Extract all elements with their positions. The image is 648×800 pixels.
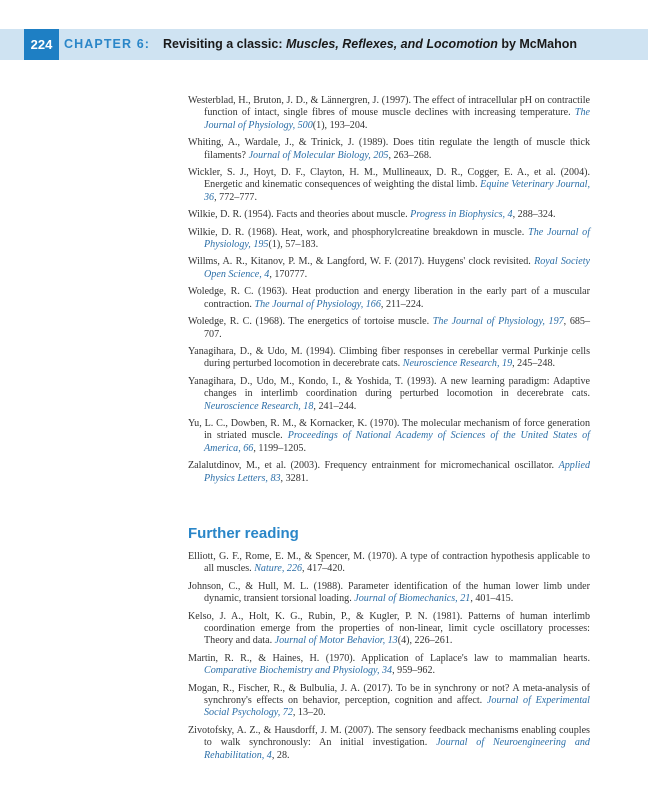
reference-source: Nature, 226: [254, 563, 303, 575]
reference-entry: [188, 460, 590, 485]
reference-text: Mogan, R., Fischer, R., & Bulbulia, J. A. (2017). To be in synchrony or not? A meta-analysis of synchrony's effects on behavior, perception, cognition and affect.: [188, 682, 590, 707]
reference-list: [188, 95, 590, 485]
reference-text: , 401–415.: [470, 593, 514, 605]
reference-source: The Journal of Physiology, 197: [432, 316, 564, 328]
reference-text: , 241–244.: [313, 400, 357, 412]
reference-entry: [188, 346, 590, 371]
reference-entry: [188, 167, 590, 204]
reference-text: , 685–707.: [204, 316, 591, 340]
reference-source: Royal Society Open Science, 4: [204, 256, 590, 280]
reference-source: Comparative Biochemistry and Physiology, 34: [204, 665, 393, 677]
reference-text: Elliott, G. F., Rome, E. M., & Spencer, M. (1970). A type of contraction hypothesis applicable to all muscles.: [188, 550, 590, 575]
reference-text: , 28.: [271, 749, 290, 761]
reference-source: Progress in Biophysics, 4: [410, 209, 513, 221]
running-title: [64, 29, 577, 60]
reference-entry: [188, 418, 590, 455]
reference-entry: [188, 316, 590, 341]
reference-text: (1), 193–204.: [312, 119, 368, 131]
reference-text: Woledge, R. C. (1963). Heat production and energy liberation in the early part of a muscular contraction.: [188, 286, 590, 310]
reference-source: Journal of Motor Behavior, 13: [274, 635, 398, 647]
reference-text: , 1199–1205.: [253, 442, 306, 454]
reference-text: Westerblad, H., Bruton, J. D., & Lännergren, J. (1997). The effect of intracellular pH on contractile function of intact, single fibres of mouse muscle declines with increasing temperature.: [188, 95, 590, 119]
running-header: [0, 29, 648, 60]
reference-text: Zalalutdinov, M., et al. (2003). Frequency entrainment for micromechanical oscillator.: [188, 460, 559, 472]
reference-text: Zivotofsky, A. Z., & Hausdorff, J. M. (2007). The sensory feedback mechanisms enabling couples to walk synchronously: An initial investigation.: [188, 724, 590, 749]
reference-entry: [188, 209, 590, 221]
reference-text: , 772–777.: [214, 191, 257, 203]
reference-entry: [188, 137, 590, 162]
reference-text: Kelso, J. A., Holt, K. G., Rubin, P., & Kugler, P. N. (1981). Patterns of human interlimb coordination emerge from the properties of non-linear, limit cycle oscillatory processes: Theory and data.: [188, 610, 590, 647]
reference-source: Equine Veterinary Journal, 36: [204, 179, 591, 203]
reference-source: Journal of Molecular Biology, 205: [248, 149, 389, 161]
reference-text: (1), 57–183.: [268, 239, 319, 251]
reference-text: Yu, L. C., Dowben, R. M., & Kornacker, K. (1970). The molecular mechanism of force generation in striated muscle.: [188, 417, 590, 442]
reference-entry: [188, 95, 590, 132]
reference-text: , 245–248.: [512, 358, 556, 370]
further-reading-heading: Further reading: [188, 524, 299, 542]
reference-entry: [188, 683, 590, 720]
reference-entry: [188, 611, 590, 648]
reference-source: Journal of Biomechanics, 21: [354, 593, 471, 605]
reference-text: Wilkie, D. R. (1954). Facts and theories about muscle.: [188, 209, 411, 221]
reference-entry: [188, 286, 590, 311]
chapter-label: CHAPTER 6:: [64, 37, 151, 51]
title-suffix: by McMahon: [497, 37, 578, 51]
reference-text: , 417–420.: [302, 563, 345, 575]
reference-text: Whiting, A., Wardale, J., & Trinick, J. (1989). Does titin regulate the length of muscle thick filaments?: [188, 137, 590, 161]
reference-entry: [188, 227, 590, 252]
reference-text: , 13–20.: [292, 707, 326, 719]
reference-text: Wilkie, D. R. (1968). Heat, work, and phosphorylcreatine breakdown in muscle.: [188, 226, 529, 238]
page-content: [188, 95, 590, 767]
reference-entry: [188, 376, 590, 413]
reference-text: (4), 226–261.: [397, 635, 453, 647]
reference-source: Applied Physics Letters, 83: [204, 460, 590, 484]
reference-entry: [188, 581, 590, 606]
reference-text: , 211–224.: [380, 298, 424, 310]
reference-source: Neuroscience Research, 18: [204, 400, 314, 412]
reference-source: The Journal of Physiology, 500: [204, 107, 590, 131]
reference-text: , 170777.: [269, 268, 308, 280]
reference-source: The Journal of Physiology, 166: [254, 298, 381, 310]
reference-text: Johnson, C., & Hull, M. L. (1988). Parameter identification of the human lower limb under dynamic, transient torsional loading.: [188, 580, 590, 605]
reference-source: The Journal of Physiology, 195: [204, 226, 590, 251]
reference-text: Wickler, S. J., Hoyt, D. F., Clayton, H. M., Mullineaux, D. R., Cogger, E. A., et al. (2004). Energetic and kinematic consequences of weighting the distal limb.: [188, 167, 590, 191]
reference-source: Journal of Experimental Social Psychology, 72: [204, 695, 590, 719]
page-number: 224: [24, 29, 59, 60]
reference-text: Yanagihara, D., & Udo, M. (1994). Climbing fiber responses in cerebellar vermal Purkinje cells during perturbed locomotion in decerebrate cats.: [188, 345, 590, 370]
reference-text: , 288–324.: [512, 209, 556, 221]
reference-text: , 959–962.: [392, 665, 436, 677]
reference-text: Willms, A. R., Kitanov, P. M., & Langford, W. F. (2017). Huygens' clock revisited.: [188, 256, 535, 268]
reference-entry: [188, 256, 590, 281]
reference-entry: [188, 725, 590, 762]
reference-text: Yanagihara, D., Udo, M., Kondo, I., & Yoshida, T. (1993). A new learning paradigm: Adaptive changes in interlimb coordination during perturbed locomotion in decerebrate cats.: [188, 375, 590, 400]
reference-source: Neuroscience Research, 19: [402, 358, 513, 370]
reference-source: Journal of Neuroengineering and Rehabilitation, 4: [204, 737, 590, 761]
reference-text: , 263–268.: [388, 149, 432, 161]
reference-entry: [188, 551, 590, 576]
reference-text: , 3281.: [280, 472, 309, 484]
reference-text: Martin, R. R., & Haines, H. (1970). Application of Laplace's law to mammalian hearts.: [188, 652, 590, 664]
reference-text: Woledge, R. C. (1968). The energetics of tortoise muscle.: [188, 316, 433, 328]
reference-entry: [188, 653, 590, 678]
title-italic: Muscles, Reflexes, and Locomotion: [286, 37, 498, 51]
title-prefix: Revisiting a classic:: [163, 37, 286, 51]
further-reading-list: [188, 551, 590, 762]
reference-source: Proceedings of National Academy of Sciences of the United States of America, 66: [204, 430, 590, 454]
